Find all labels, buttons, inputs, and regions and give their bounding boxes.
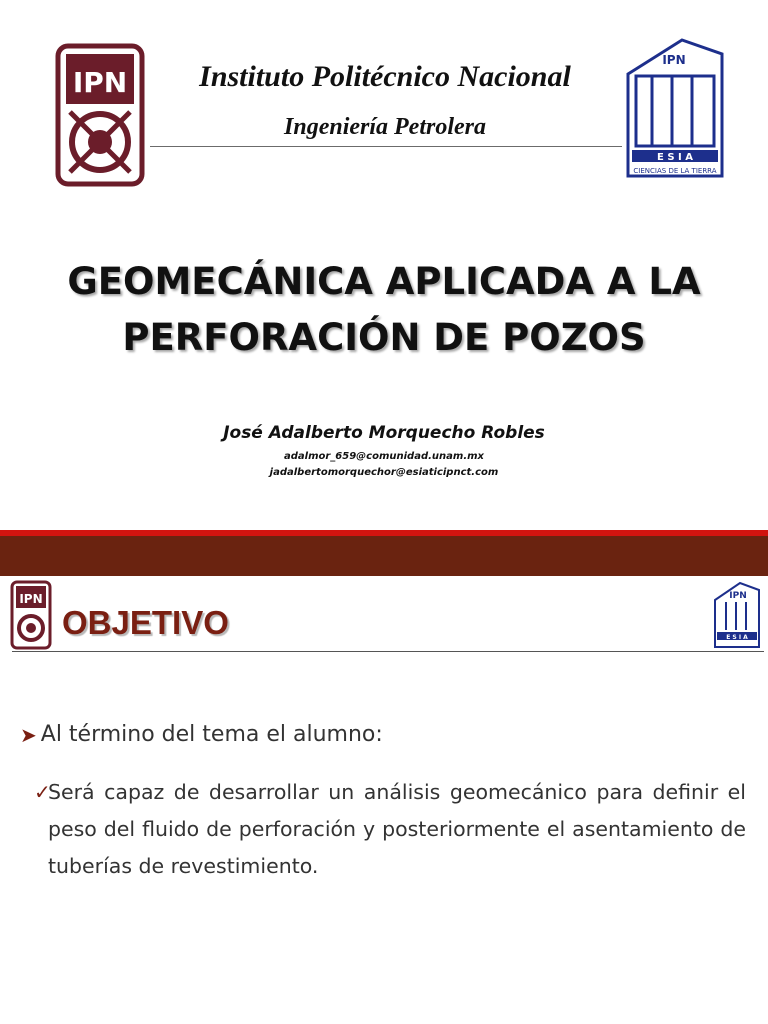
author-email-1: adalmor_659@comunidad.unam.mx: [284, 451, 484, 462]
program-name: Ingeniería Petrolera: [284, 114, 486, 140]
arrow-bullet-icon: ➤: [20, 722, 37, 747]
sub-bullet: [34, 774, 746, 885]
objective-slide: [0, 576, 768, 1024]
checkmark-icon: ✓: [34, 780, 51, 804]
svg-text:IPN: IPN: [72, 66, 128, 99]
esia-logo-icon: [622, 34, 728, 182]
sub-bullet-text: Será capaz de desarrollar un análisis geomecánico para definir el peso del fluido de perforación y posteriormente el asentamiento de tuberías de revestimiento.: [48, 780, 746, 878]
author-name: José Adalberto Morquecho Robles: [223, 423, 545, 443]
ipn-logo-small-icon: [10, 580, 52, 650]
heading-divider: [12, 651, 764, 652]
main-bullet: [20, 722, 383, 747]
author-email-2: jadalbertomorquechor@esiaticipnct.com: [269, 467, 499, 478]
section-heading: OBJETIVO: [62, 604, 229, 641]
esia-logo-small-icon: [712, 580, 762, 650]
svg-text:IPN: IPN: [662, 53, 686, 67]
svg-text:E S I A: E S I A: [726, 634, 748, 641]
svg-text:IPN: IPN: [19, 592, 43, 606]
svg-text:CIENCIAS DE LA TIERRA: CIENCIAS DE LA TIERRA: [633, 167, 717, 175]
main-bullet-text: Al término del tema el alumno:: [40, 722, 383, 747]
svg-text:E S I A: E S I A: [657, 152, 693, 163]
title-line-2: PERFORACIÓN DE POZOS: [122, 316, 646, 359]
institution-name: Instituto Politécnico Nacional: [199, 60, 571, 93]
slide-separator-brown: [0, 536, 768, 576]
svg-text:IPN: IPN: [729, 591, 747, 601]
ipn-logo-icon: [50, 42, 150, 188]
presentation-title: [20, 254, 748, 366]
header-divider: [150, 146, 622, 147]
title-line-1: GEOMECÁNICA APLICADA A LA: [67, 260, 701, 303]
